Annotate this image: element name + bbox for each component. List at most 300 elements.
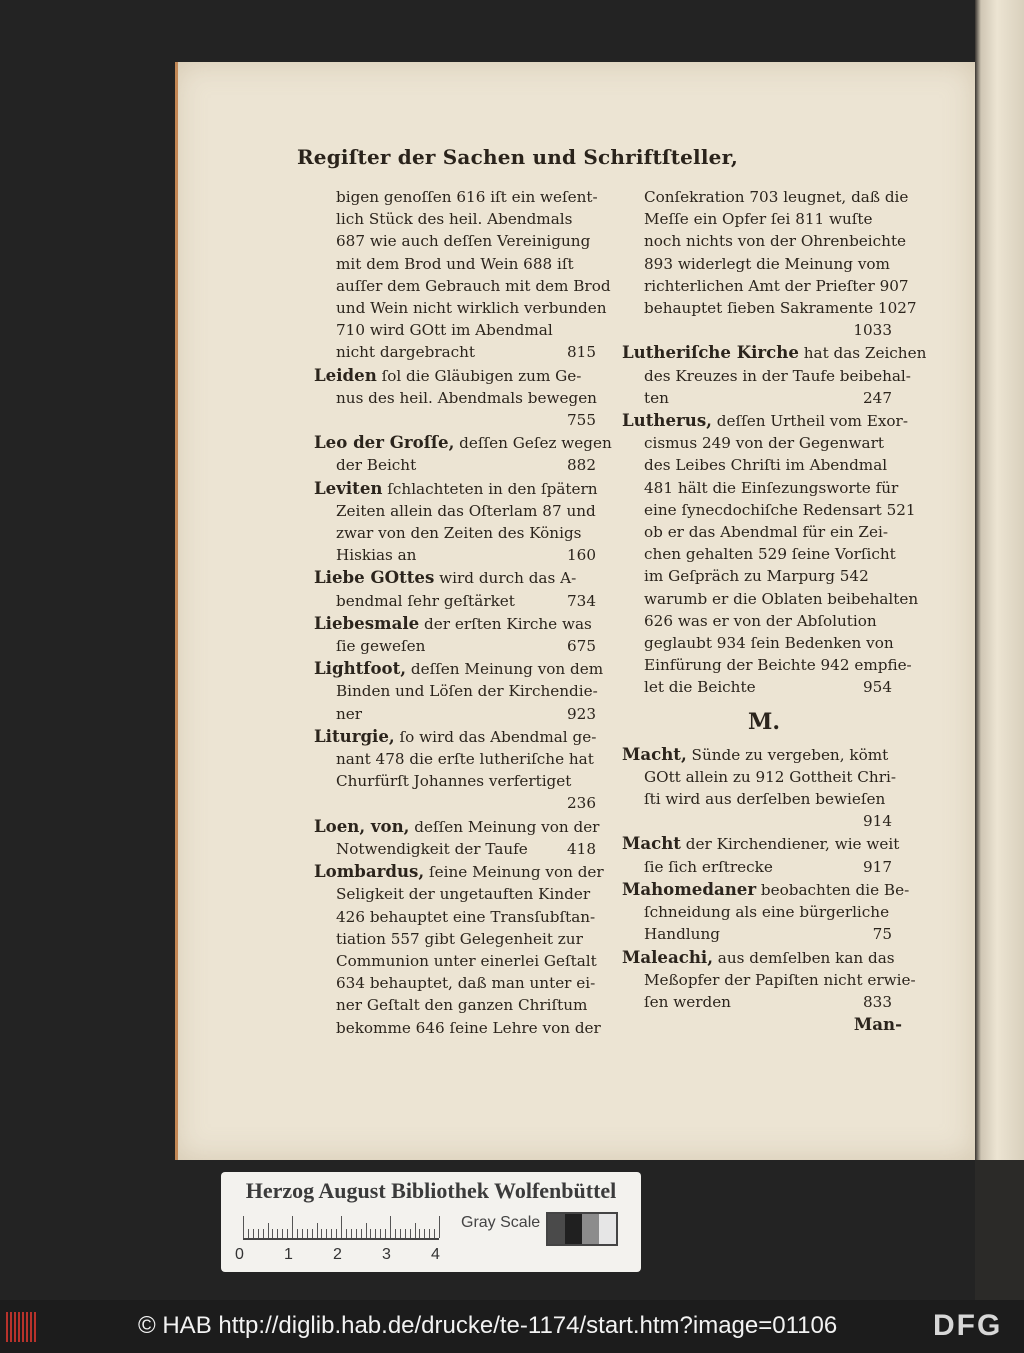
entry-body: 687 wie auch deſſen Vereinigung — [336, 232, 591, 251]
entry-text — [644, 188, 908, 206]
ruler-tick — [351, 1229, 352, 1238]
entry-text — [336, 908, 595, 926]
entry-headword: Lightfoot, — [314, 658, 407, 679]
entry-text — [644, 456, 887, 474]
ruler-tick — [395, 1229, 396, 1238]
entry-text — [314, 815, 600, 836]
ruler-number: 0 — [235, 1246, 244, 1263]
entry-text — [336, 750, 594, 768]
entry-body: bigen genoſſen 616 iſt ein weſent- — [336, 188, 598, 206]
entry-text — [644, 856, 773, 878]
entry-text — [336, 590, 515, 612]
entry-line — [622, 365, 911, 387]
entry-line — [314, 454, 610, 476]
index-entry — [622, 832, 906, 855]
entry-body: Sünde zu vergeben, kömt — [686, 745, 889, 764]
entry-line — [622, 565, 906, 587]
entry-text — [644, 634, 894, 652]
entry-line — [622, 521, 906, 543]
entry-line — [622, 477, 906, 499]
entry-body: nus des heil. Abendmals bewegen — [336, 388, 597, 407]
barcode-bar — [34, 1312, 36, 1342]
entry-body: ſchlachteten in den ſpätern — [382, 479, 598, 498]
entry-body: Handlung — [644, 925, 720, 944]
entry-body: ſti wird aus derſelben bewieſen — [644, 790, 886, 809]
entry-text — [314, 725, 597, 746]
ruler-tick — [272, 1229, 273, 1238]
barcode-bar — [6, 1312, 8, 1342]
entry-text — [644, 255, 890, 273]
entry-body: beobachten die Be- — [756, 880, 910, 899]
entry-line — [622, 432, 906, 454]
entry-line — [314, 230, 610, 252]
entry-body: Hiskias an — [336, 546, 417, 565]
facing-page-shadow — [975, 1160, 1024, 1300]
page-reference: 914 — [863, 812, 892, 831]
entry-body: geglaubt 934 ſein Bedenken von — [644, 634, 894, 653]
index-entry — [314, 364, 610, 387]
entry-text — [336, 321, 553, 339]
ruler-tick — [243, 1216, 244, 1238]
entry-text — [644, 768, 896, 786]
entry-body: noch nichts von der Ohrenbeichte — [644, 232, 907, 251]
entry-text — [336, 210, 572, 228]
ruler-tick — [263, 1229, 264, 1238]
entry-headword: Liebe GOttes — [314, 567, 435, 588]
entry-line — [622, 543, 906, 565]
library-name: Herzog August Bibliothek Wolfenbüttel — [245, 1178, 617, 1203]
entry-text — [336, 635, 425, 657]
index-entry — [314, 860, 610, 883]
entry-line — [622, 788, 906, 810]
entry-text — [336, 838, 528, 860]
entry-body: richterlichen Amt der Prieſter 907 — [644, 276, 909, 295]
entry-line — [314, 680, 610, 702]
entry-headword: Mahomedaner — [622, 878, 757, 899]
ruler-tick — [307, 1229, 308, 1238]
entry-body: ner Geſtalt den ganzen Chriſtum — [336, 996, 588, 1015]
entry-text — [644, 479, 898, 497]
entry-line — [314, 928, 610, 950]
ruler-tick — [429, 1229, 430, 1238]
entry-body: Meßopfer der Papiſten nicht erwie- — [644, 970, 916, 989]
entry-body: ſol die Gläubigen zum Ge- — [376, 366, 582, 385]
ruler-tick — [326, 1229, 327, 1238]
ruler-tick — [375, 1229, 376, 1238]
barcode-bar — [26, 1312, 28, 1342]
barcode-bar — [18, 1312, 20, 1342]
entry-headword: Lutherus, — [622, 410, 712, 431]
ruler-tick — [287, 1229, 288, 1238]
entry-body: ten — [644, 388, 669, 407]
barcode-icon — [6, 1312, 38, 1342]
entry-line — [314, 972, 610, 994]
index-entry — [314, 725, 610, 748]
entry-line — [314, 208, 610, 230]
entry-line — [314, 500, 610, 522]
index-entry — [622, 341, 927, 364]
entry-body: behauptet ſieben Sakramente 1027 — [644, 299, 917, 318]
ruler-tick — [434, 1229, 435, 1238]
entry-body: ob er das Abendmal für ein Zei- — [644, 523, 888, 542]
ruler-numbers — [235, 1246, 455, 1266]
entry-body: wird durch das A- — [434, 569, 577, 588]
entry-text — [644, 923, 720, 945]
entry-text — [644, 612, 877, 630]
entry-line — [622, 588, 919, 610]
entry-line — [622, 297, 917, 319]
entry-body: ſeine Meinung von der — [424, 863, 604, 882]
entry-text — [336, 885, 590, 903]
entry-line — [314, 275, 610, 297]
entry-body: der Kirchendiener, wie weit — [680, 835, 900, 854]
page-reference: 160 — [567, 546, 596, 565]
entry-line — [622, 991, 906, 1013]
entry-body: 481 hält die Einſezungsworte für — [644, 478, 899, 497]
entry-line — [622, 499, 916, 521]
entry-text — [622, 878, 910, 899]
gray-swatch — [548, 1214, 565, 1244]
entry-body: bendmal ſehr geſtärket — [336, 591, 515, 610]
entry-headword: Leviten — [314, 477, 383, 498]
entry-text — [644, 299, 917, 317]
page-reference: 833 — [863, 992, 892, 1011]
entry-line — [314, 838, 610, 860]
page-reference: 1033 — [853, 321, 892, 340]
ruler-tick — [415, 1223, 416, 1238]
left-column — [314, 186, 610, 1039]
gray-scale-swatches — [546, 1212, 618, 1246]
entry-line — [622, 230, 906, 252]
entry-text — [336, 772, 571, 790]
index-entry — [314, 612, 610, 635]
entry-body: Binden und Löſen der Kirchendie- — [336, 682, 598, 701]
page-reference: 923 — [567, 704, 596, 723]
entry-body: 893 widerlegt die Meinung vom — [644, 254, 890, 273]
entry-text — [336, 952, 597, 970]
entry-body: Meſſe ein Opfer ſei 811 wuſte — [644, 210, 873, 229]
ruler-tick — [258, 1229, 259, 1238]
entry-line — [314, 522, 610, 544]
page-reference: 675 — [567, 637, 596, 656]
entry-text — [336, 341, 475, 363]
ruler-tick — [277, 1229, 278, 1238]
page-reference: 418 — [567, 839, 596, 858]
ruler-tick — [419, 1229, 420, 1238]
entry-headword: Macht — [622, 833, 681, 854]
ruler-tick — [317, 1223, 318, 1238]
entry-body: cismus 249 von der Gegenwart — [644, 434, 884, 453]
entry-text — [314, 434, 612, 452]
ruler-number: 1 — [284, 1246, 293, 1263]
entry-body: ner — [336, 704, 363, 723]
entry-headword: Leo der Groſſe, — [314, 432, 455, 453]
entry-text — [644, 903, 889, 921]
catchword: Man- — [853, 1014, 902, 1035]
ruler-tick — [312, 1229, 313, 1238]
entry-text — [314, 612, 592, 633]
entry-text — [336, 524, 581, 542]
ruler-tick — [356, 1229, 357, 1238]
entry-headword: Lombardus, — [314, 861, 425, 882]
running-head: Regiſter der Sachen und Schriftſteller, — [296, 145, 739, 169]
ruler-tick — [361, 1229, 362, 1238]
ruler-tick — [297, 1229, 298, 1238]
entry-line — [314, 883, 610, 905]
entry-text — [314, 660, 603, 678]
entry-body: des Leibes Chriſti im Abendmal — [644, 456, 888, 475]
ruler-tick — [336, 1229, 337, 1238]
entry-line — [622, 610, 906, 632]
dfg-logo: DFG — [933, 1309, 1003, 1342]
barcode-bar — [30, 1312, 32, 1342]
entry-body: nant 478 die erſte lutheriſche hat — [336, 750, 594, 769]
entry-text — [336, 502, 596, 520]
entry-body: Seligkeit der ungetauften Kinder — [336, 885, 591, 904]
entry-text — [314, 477, 598, 498]
section-letter: M. — [747, 708, 780, 735]
entry-body: GOtt allein zu 912 Gottheit Chri- — [644, 767, 896, 786]
ruler-tick — [380, 1229, 381, 1238]
entry-body: Zeiten allein das Oſterlam 87 und — [336, 501, 596, 520]
entry-text — [314, 863, 604, 881]
entry-body: ſen werden — [644, 992, 731, 1011]
index-entry — [314, 477, 610, 500]
ruler-tick — [400, 1229, 401, 1238]
entry-text — [644, 567, 869, 585]
entry-line — [314, 319, 610, 341]
entry-line — [622, 275, 909, 297]
entry-body: der erſten Kirche was — [419, 614, 592, 633]
entry-body: lich Stück des heil. Abendmals — [336, 210, 573, 229]
ruler-tick — [424, 1229, 425, 1238]
ruler-tick — [385, 1229, 386, 1238]
entry-body: zwar von den Zeiten des Königs — [336, 524, 582, 543]
entry-headword: Liebesmale — [314, 612, 420, 633]
entry-text — [336, 389, 597, 407]
entry-headword: Leiden — [314, 364, 377, 385]
entry-body: let die Beichte — [644, 678, 756, 697]
entry-body: ſie geweſen — [336, 637, 426, 656]
entry-body: tiation 557 gibt Gelegenheit zur — [336, 929, 583, 948]
ruler-number: 4 — [431, 1246, 440, 1263]
entry-line — [622, 766, 906, 788]
entry-body: deſſen Meinung von der — [409, 817, 600, 836]
entry-body: bekomme 646 ſeine Lehre von der — [336, 1018, 601, 1037]
entry-text — [644, 232, 906, 250]
entry-line — [314, 906, 610, 928]
ruler-tick — [366, 1223, 367, 1238]
entry-text — [644, 991, 731, 1013]
index-entry — [314, 566, 610, 589]
entry-body: der Beicht — [336, 456, 417, 475]
library-label — [221, 1172, 641, 1272]
entry-headword: Maleachi, — [622, 946, 713, 967]
ruler-tick — [292, 1216, 293, 1238]
entry-body: chen gehalten 529 ſeine Vorſicht — [644, 545, 896, 564]
entry-body: Churfürſt Johannes verfertiget — [336, 772, 572, 791]
ruler-tick — [341, 1216, 342, 1238]
entry-text — [644, 590, 918, 608]
ruler-tick — [282, 1229, 283, 1238]
entry-line — [314, 253, 610, 275]
entry-body: 634 behauptet, daß man unter ei- — [336, 974, 596, 993]
entry-body: ſie ſich erſtrecke — [644, 857, 773, 876]
entry-line — [314, 770, 610, 792]
entry-headword: Loen, von, — [314, 815, 410, 836]
gray-scale-label: Gray Scale — [461, 1214, 541, 1231]
entry-line — [622, 632, 906, 654]
entry-body: eine ſynecdochiſche Redensart 521 — [644, 500, 916, 519]
entry-text — [644, 971, 916, 989]
entry-body: warumb er die Oblaten beibehalten — [644, 589, 919, 608]
entry-line — [622, 654, 912, 676]
ruler-number: 2 — [333, 1246, 342, 1263]
page-reference: 236 — [567, 794, 596, 813]
entry-body: Einfürung der Beichte 942 empfie- — [644, 656, 912, 675]
entry-line — [314, 186, 610, 208]
page-reference: 917 — [863, 857, 892, 876]
entry-body: und Wein nicht wirklich verbunden — [336, 299, 607, 318]
footer-link[interactable]: © HAB http://diglib.hab.de/drucke/te-1174/start.htm?image=01106 — [138, 1312, 838, 1339]
page-reference: 75 — [872, 925, 892, 944]
entry-line — [622, 186, 909, 208]
entry-line — [622, 901, 906, 923]
entry-body: im Geſpräch zu Marpurg 542 — [644, 567, 869, 586]
entry-text — [644, 277, 909, 295]
index-entry — [314, 815, 610, 838]
index-entry — [622, 878, 910, 901]
gray-swatch — [565, 1214, 582, 1244]
entry-line — [314, 950, 610, 972]
ruler-tick — [331, 1229, 332, 1238]
entry-text — [336, 1019, 601, 1037]
entry-headword: Lutheriſche Kirche — [622, 342, 799, 363]
entry-body: Notwendigkeit der Taufe — [336, 839, 528, 858]
entry-text — [644, 210, 873, 228]
entry-line — [622, 253, 906, 275]
entry-text — [622, 835, 899, 853]
entry-text — [644, 676, 756, 698]
entry-body: nicht dargebracht — [336, 343, 476, 362]
entry-text — [644, 656, 912, 674]
entry-text — [314, 364, 582, 385]
ruler-tick — [439, 1216, 440, 1238]
entry-line — [622, 969, 916, 991]
index-entry — [622, 946, 906, 969]
entry-body: ſchneidung als eine bürgerliche — [644, 903, 890, 922]
entry-line — [314, 544, 610, 566]
entry-body: deſſen Geſez wegen — [454, 434, 612, 453]
entry-text — [336, 255, 574, 273]
ruler — [243, 1214, 439, 1240]
page-reference: 815 — [567, 343, 596, 362]
entry-text — [644, 545, 896, 563]
entry-body: deſſen Urtheil vom Exor- — [711, 412, 908, 431]
entry-line — [622, 454, 906, 476]
entry-text — [336, 974, 595, 992]
entry-text — [336, 703, 362, 725]
gray-swatch — [582, 1214, 599, 1244]
entry-line — [622, 856, 906, 878]
entry-body: deſſen Meinung von dem — [406, 660, 604, 679]
ruler-tick — [253, 1229, 254, 1238]
entry-line — [314, 590, 610, 612]
gray-swatch — [599, 1214, 616, 1244]
entry-line — [622, 387, 906, 409]
ruler-tick — [302, 1229, 303, 1238]
entry-line — [622, 208, 906, 230]
entry-text — [314, 569, 576, 587]
entry-body: auſſer dem Gebrauch mit dem Brod — [336, 276, 611, 295]
page-reference: 734 — [567, 591, 596, 610]
entry-line — [314, 635, 610, 657]
entry-line — [314, 748, 610, 770]
barcode-bar — [14, 1312, 16, 1342]
entry-text — [622, 344, 926, 362]
page-reference: 882 — [567, 456, 596, 475]
entry-text — [644, 790, 885, 808]
entry-body: 626 was er von der Abſolution — [644, 611, 877, 630]
facing-page-edge — [975, 0, 1024, 1160]
ruler-tick — [346, 1229, 347, 1238]
entry-body: des Kreuzes in der Taufe beibehal- — [644, 366, 911, 385]
entry-body: hat das Zeichen — [798, 344, 927, 363]
ruler-tick — [248, 1229, 249, 1238]
entry-line — [314, 341, 610, 363]
entry-text — [336, 299, 607, 317]
entry-text — [336, 232, 590, 250]
page-reference: 247 — [863, 388, 892, 407]
entry-body: 426 behauptet eine Transſubſtan- — [336, 907, 596, 926]
ruler-tick — [321, 1229, 322, 1238]
entry-text — [336, 930, 583, 948]
entry-line — [622, 923, 906, 945]
ruler-tick — [370, 1229, 371, 1238]
entry-text — [644, 523, 888, 541]
barcode-bar — [22, 1312, 24, 1342]
ruler-tick — [405, 1229, 406, 1238]
entry-text — [644, 501, 916, 519]
index-entry — [314, 657, 610, 680]
entry-text — [644, 387, 669, 409]
right-column — [622, 186, 927, 1035]
entry-text — [336, 996, 587, 1014]
entry-text — [336, 544, 416, 566]
ruler-tick — [390, 1216, 391, 1238]
page-reference: 755 — [567, 411, 596, 430]
entry-headword: Macht, — [622, 743, 687, 764]
entry-line — [314, 387, 610, 409]
index-entry — [314, 431, 610, 454]
entry-line — [622, 676, 906, 698]
entry-line — [314, 994, 610, 1016]
entry-text — [622, 946, 895, 967]
entry-line — [314, 1017, 610, 1039]
index-entry — [622, 743, 906, 766]
index-entry — [622, 409, 906, 432]
entry-text — [622, 412, 908, 430]
entry-body: aus demſelben kan das — [712, 948, 895, 967]
footer-bar — [0, 1300, 1024, 1353]
entry-line — [314, 297, 610, 319]
entry-headword: Liturgie, — [314, 725, 395, 746]
entry-body: ſo wird das Abendmal ge- — [394, 727, 597, 746]
entry-text — [622, 743, 889, 764]
entry-text — [336, 188, 598, 206]
entry-text — [336, 454, 416, 476]
entry-body: Conſekration 703 leugnet, daß die — [644, 188, 909, 206]
